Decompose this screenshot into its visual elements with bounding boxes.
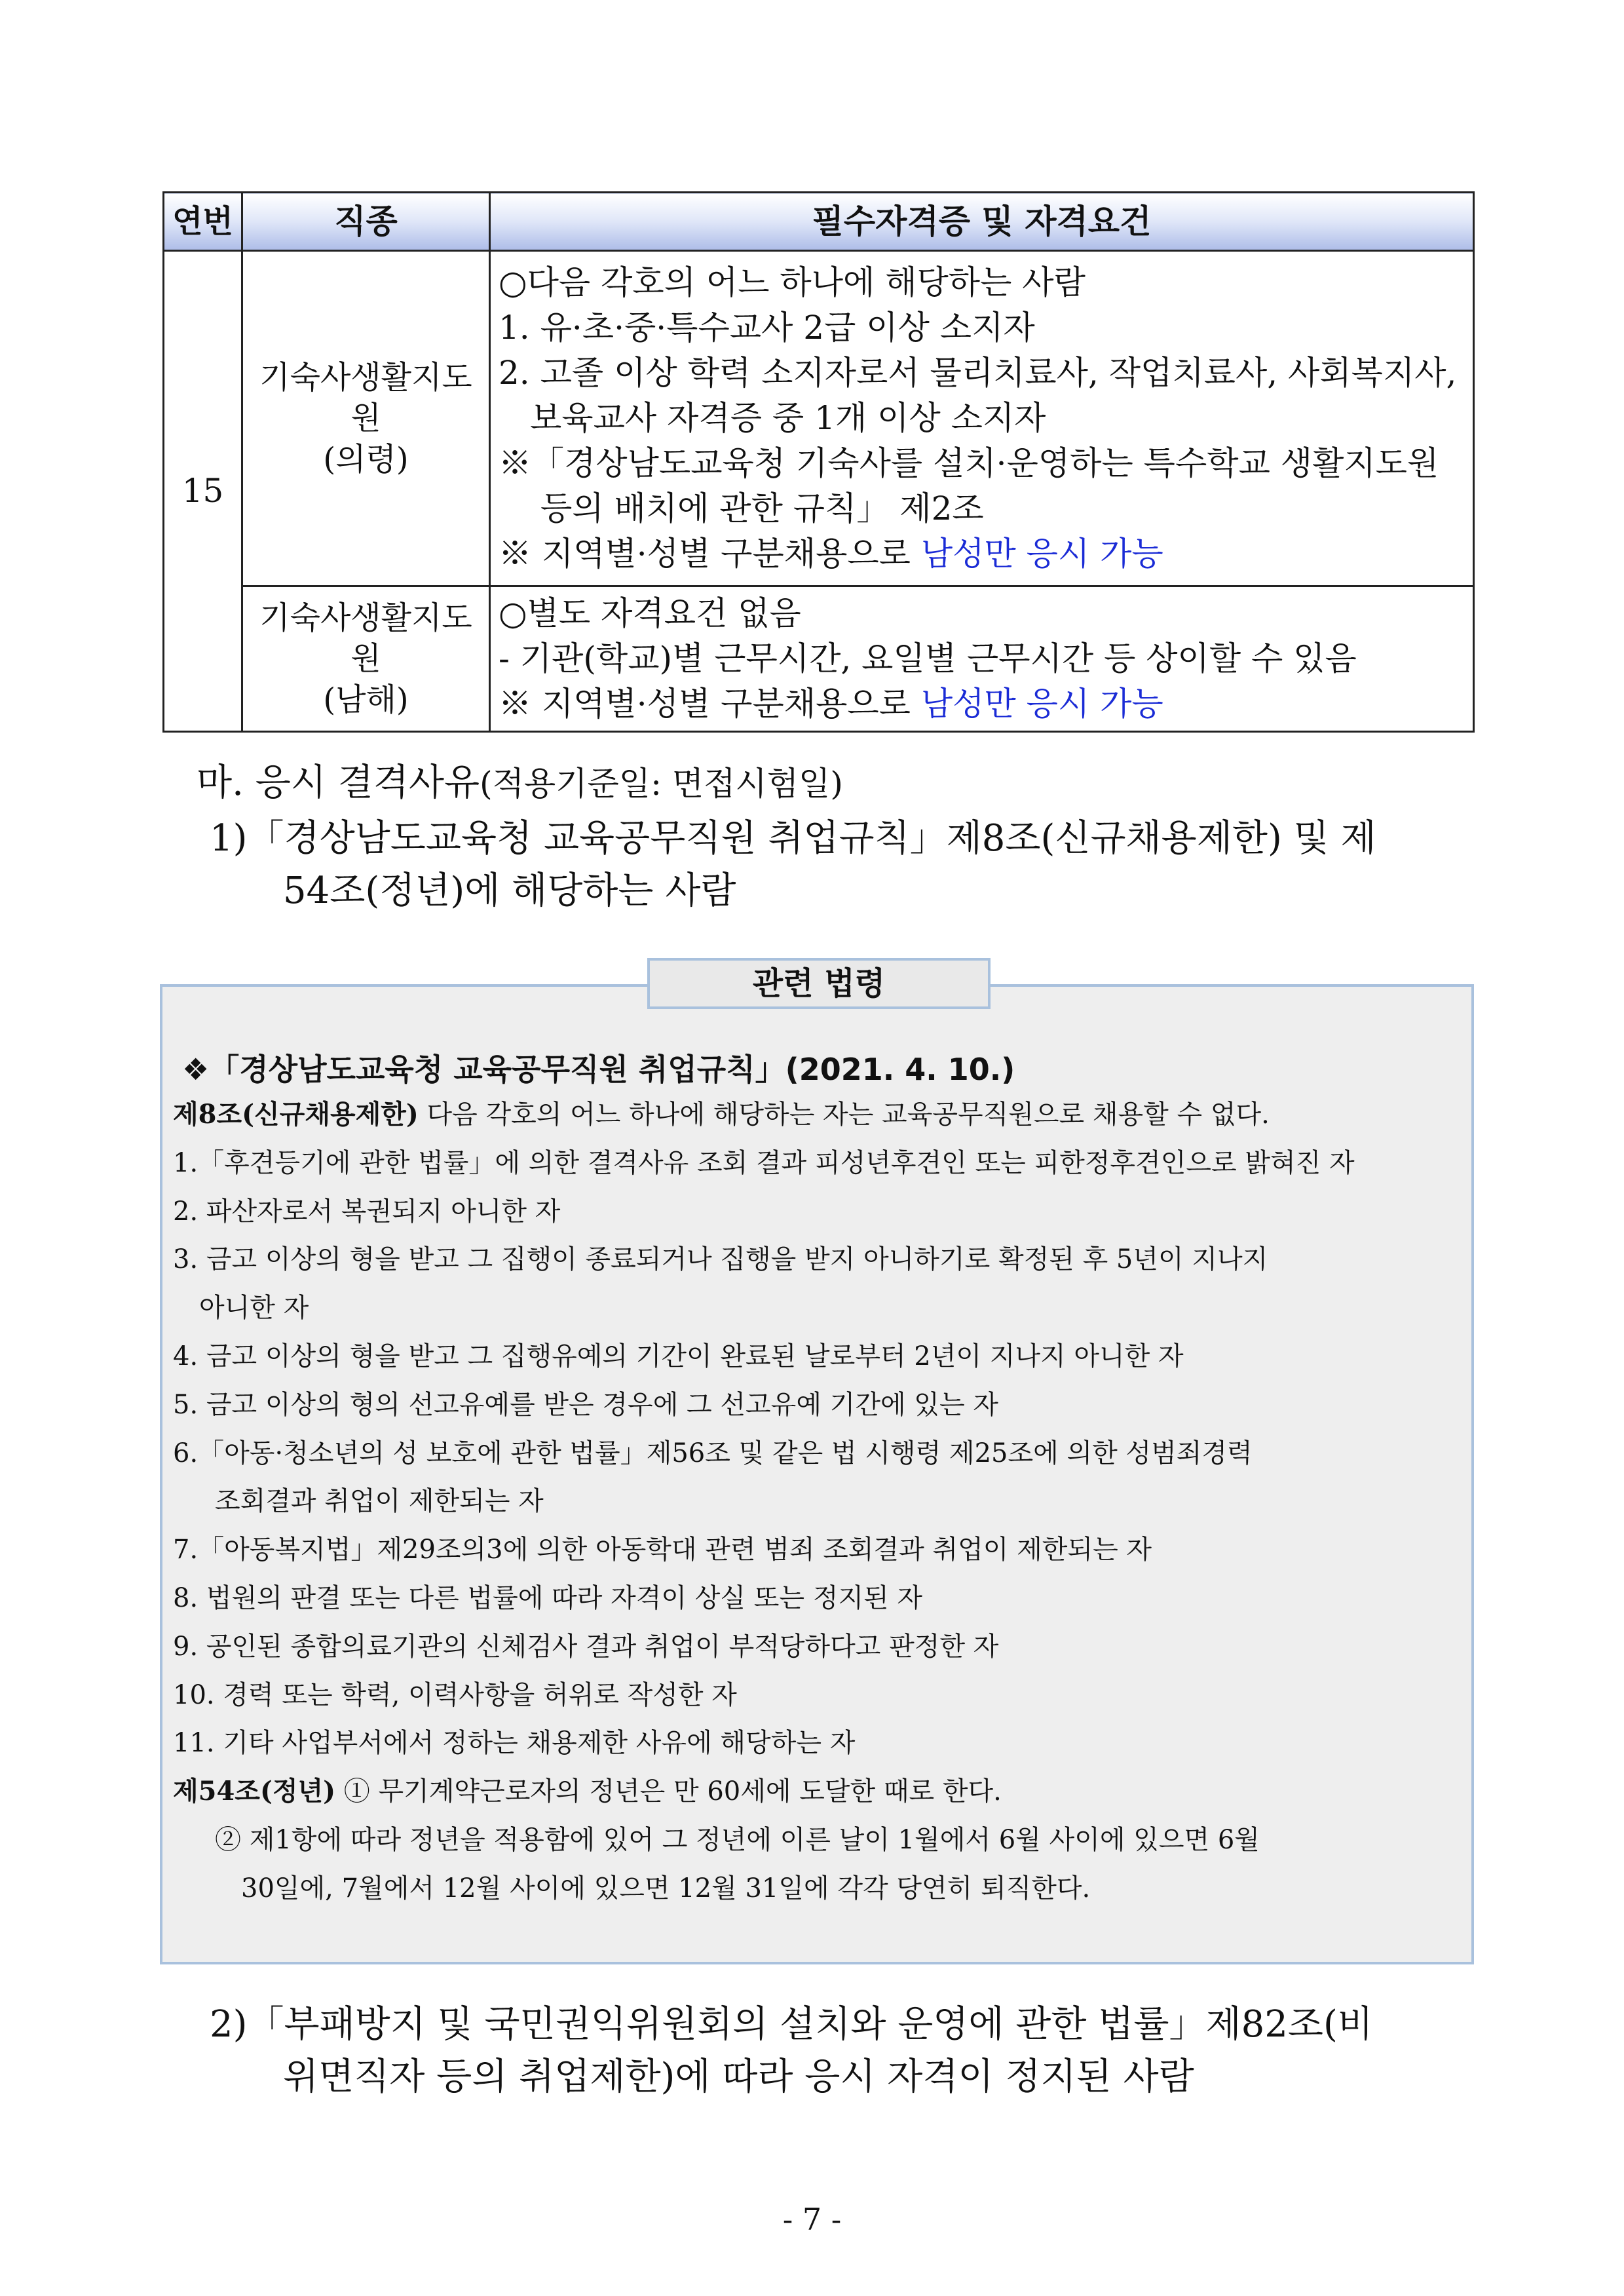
requirements-cell xyxy=(490,251,1474,586)
law-heading: ❖「경상남도교육청 교육공무직원 취업규칙」(2021. 4. 10.) xyxy=(182,1052,1015,1087)
article-8-label: 제8조(신규채용제한) xyxy=(173,1099,419,1130)
section-heading-main: 마. 응시 결격사유 xyxy=(197,761,480,804)
requirement-line: 1. 유·초·중·특수교사 2급 이상 소지자 xyxy=(499,309,1035,347)
job-title: 기숙사생활지도원 xyxy=(259,358,472,437)
article-54-text: ① 무기계약근로자의 정년은 만 60세에 도달한 때로 한다. xyxy=(335,1776,1002,1807)
note-highlight: 남성만 응시 가능 xyxy=(920,535,1163,573)
law-item: 4. 금고 이상의 형을 받고 그 집행유예의 기간이 완료된 날로부터 2년이 지나지 아니한 자 xyxy=(173,1341,1184,1371)
law-item: 조회결과 취업이 제한되는 자 xyxy=(215,1486,544,1517)
table-header-row xyxy=(164,193,1474,251)
requirement-line: 2. 고졸 이상 학력 소지자로서 물리치료사, 작업치료사, 사회복지사, xyxy=(499,354,1457,392)
header-requirements: 필수자격증 및 자격요건 xyxy=(490,193,1474,251)
section-heading xyxy=(197,754,843,806)
law-item: 7.「아동복지법」제29조의3에 의한 아동학대 관련 범죄 조회결과 취업이 제한되는 자 xyxy=(173,1535,1152,1565)
article-54-para-2: ② 제1항에 따라 정년을 적용함에 있어 그 정년에 이른 날이 1월에서 6월 사이에 있으면 6월 xyxy=(215,1824,1260,1855)
table-row xyxy=(164,586,1474,732)
job-region: (의령) xyxy=(323,440,409,478)
note-highlight: 남성만 응시 가능 xyxy=(920,685,1163,723)
requirement-line: - 기관(학교)별 근무시간, 요일별 근무시간 등 상이할 수 있음 xyxy=(499,640,1357,678)
related-law-title: 관련 법령 xyxy=(647,958,991,1009)
law-item: 3. 금고 이상의 형을 받고 그 집행이 종료되거나 집행을 받지 아니하기로 확정된 후 5년이 지나지 xyxy=(173,1244,1268,1275)
requirements-cell xyxy=(490,586,1474,732)
header-job-type: 직종 xyxy=(242,193,490,251)
item-line: 1)「경상남도교육청 교육공무직원 취업규칙」제8조(신규채용제한) 및 제 xyxy=(210,817,1376,860)
job-type-cell xyxy=(242,251,490,586)
article-54-label: 제54조(정년) xyxy=(173,1776,336,1807)
disqualification-item-1 xyxy=(210,813,1376,917)
law-item: 1.「후견등기에 관한 법률」에 의한 결격사유 조회 결과 피성년후견인 또는 피한정후견인으로 밝혀진 자 xyxy=(173,1147,1355,1178)
article-8-text: 다음 각호의 어느 하나에 해당하는 자는 교육공무직원으로 채용할 수 없다. xyxy=(418,1100,1270,1130)
row-number: 15 xyxy=(164,251,242,732)
law-item: 아니한 자 xyxy=(199,1293,309,1324)
note-prefix: ※ 지역별·성별 구분채용으로 xyxy=(499,685,921,723)
requirement-line: 보육교사 자격증 중 1개 이상 소지자 xyxy=(530,399,1046,437)
job-title: 기숙사생활지도원 xyxy=(259,599,472,678)
page-number: - 7 - xyxy=(782,2202,842,2237)
related-law-content xyxy=(173,1046,1463,1917)
article-54-para-2-cont: 30일에, 7월에서 12월 사이에 있으면 12월 31일에 각각 당연히 퇴직한다. xyxy=(241,1873,1091,1904)
article-54 xyxy=(173,1771,1463,1820)
law-item: 8. 법원의 판결 또는 다른 법률에 따라 자격이 상실 또는 정지된 자 xyxy=(173,1582,923,1613)
header-number: 연번 xyxy=(164,193,242,251)
article-8 xyxy=(173,1094,1463,1143)
requirement-line: ※「경상남도교육청 기숙사를 설치·운영하는 특수학교 생활지도원 xyxy=(499,444,1439,482)
requirement-line: 등의 배치에 관한 규칙」 제2조 xyxy=(540,489,984,527)
requirement-line: ○다음 각호의 어느 하나에 해당하는 사람 xyxy=(499,263,1086,301)
requirement-line: ○별도 자격요건 없음 xyxy=(499,594,801,632)
law-item: 6.「아동·청소년의 성 보호에 관한 법률」제56조 및 같은 법 시행령 제25조에 의한 성범죄경력 xyxy=(173,1438,1253,1468)
note-prefix: ※ 지역별·성별 구분채용으로 xyxy=(499,535,921,573)
job-type-cell xyxy=(242,586,490,732)
item-line: 위면직자 등의 취업제한)에 따라 응시 자격이 정지된 사람 xyxy=(283,2056,1194,2099)
item-line: 54조(정년)에 해당하는 사람 xyxy=(283,870,736,913)
law-item: 10. 경력 또는 학력, 이력사항을 허위로 작성한 자 xyxy=(173,1679,737,1710)
item-line: 2)「부패방지 및 국민권익위원회의 설치와 운영에 관한 법률」제82조(비 xyxy=(210,2003,1373,2046)
qualification-table xyxy=(162,191,1475,733)
table-row xyxy=(164,251,1474,586)
law-item: 11. 기타 사업부서에서 정하는 채용제한 사유에 해당하는 자 xyxy=(173,1728,856,1759)
gender-note xyxy=(499,531,1465,577)
section-heading-sub: (적용기준일: 면접시험일) xyxy=(480,765,843,803)
gender-note xyxy=(499,681,1465,727)
job-region: (남해) xyxy=(323,681,409,718)
law-item: 2. 파산자로서 복권되지 아니한 자 xyxy=(173,1196,561,1227)
law-item: 9. 공인된 종합의료기관의 신체검사 결과 취업이 부적당하다고 판정한 자 xyxy=(173,1631,999,1662)
disqualification-item-2 xyxy=(210,1999,1373,2103)
law-item: 5. 금고 이상의 형의 선고유예를 받은 경우에 그 선고유예 기간에 있는 자 xyxy=(173,1389,998,1420)
